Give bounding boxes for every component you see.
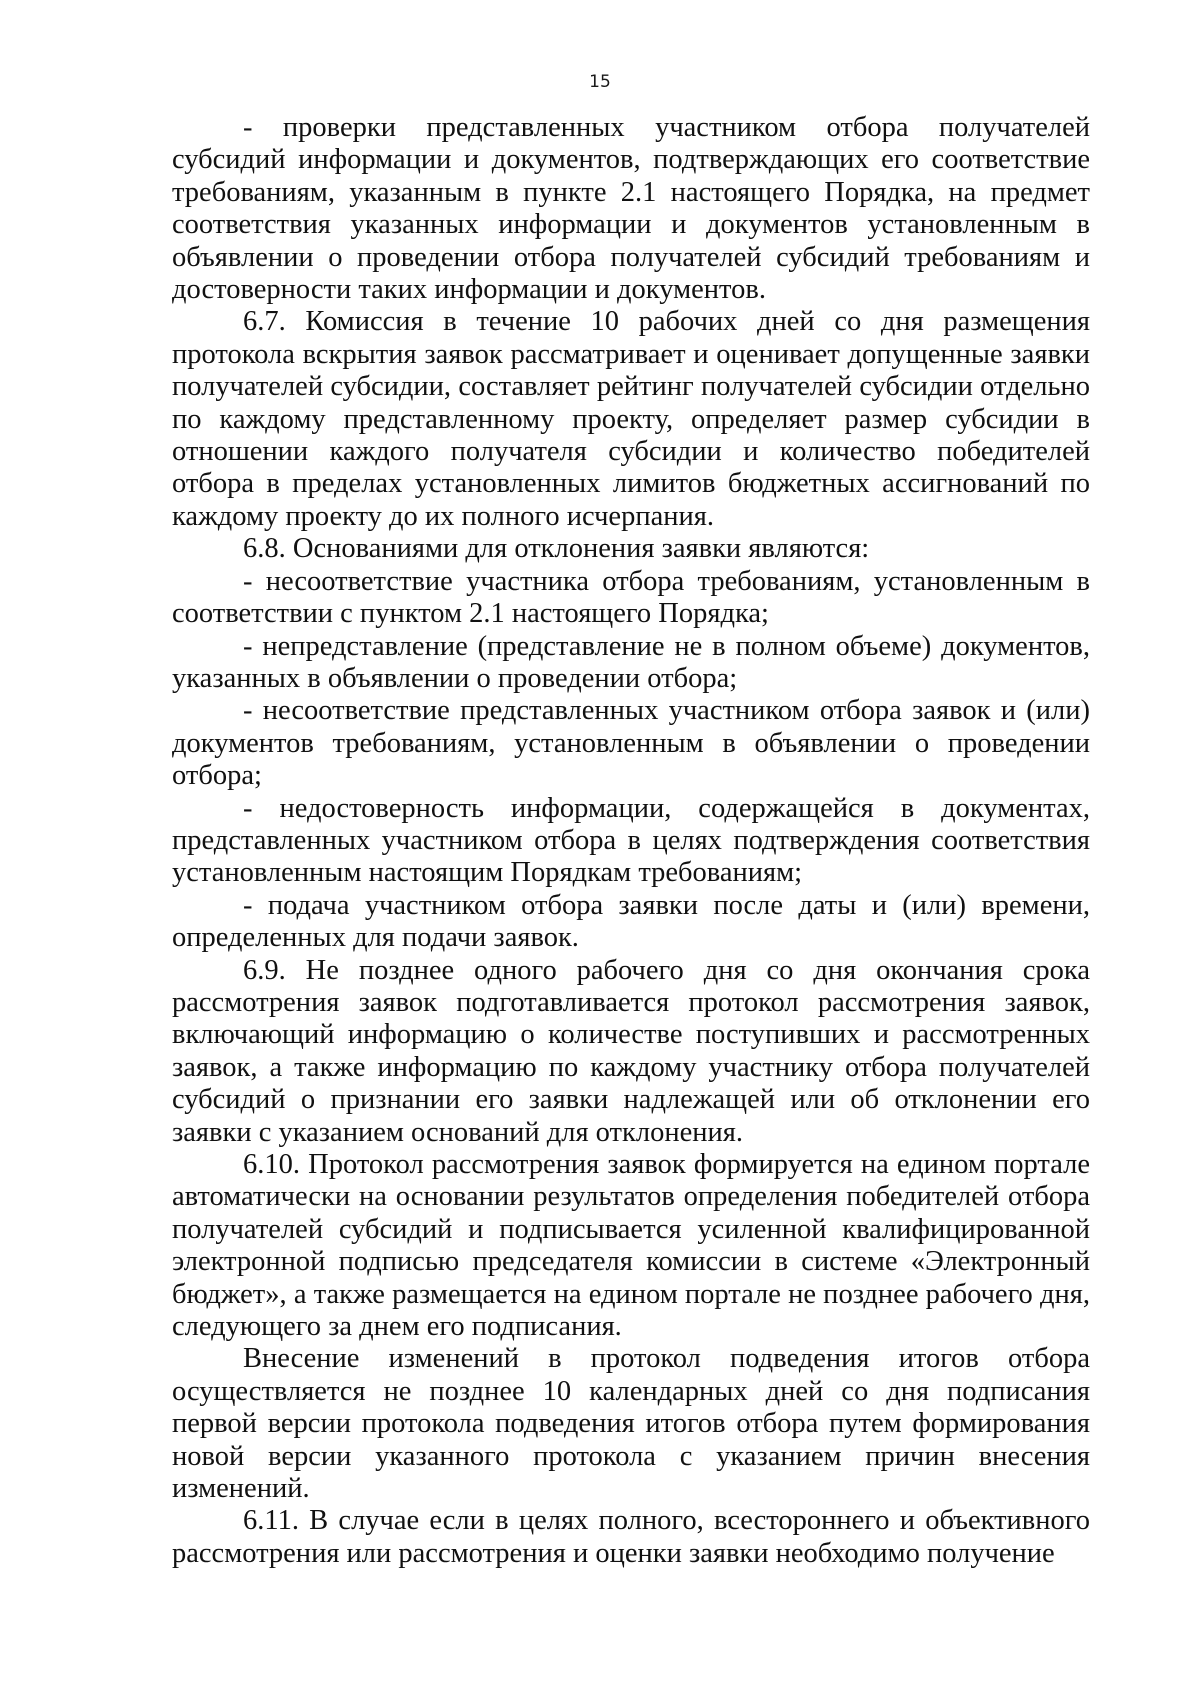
paragraph: 6.11. В случае если в целях полного, всестороннего и объективного рассмотрения или рассмотрения и оценки заявки необходимо получение xyxy=(172,1505,1090,1569)
paragraph: 6.9. Не позднее одного рабочего дня со дня окончания срока рассмотрения заявок подготавливается протокол рассмотрения заявок, включающий информацию о количестве поступивших и рассмотренных заявок, а также информацию по каждому участнику отбора получателей субсидий о признании его заявки надлежащей или об отклонении его заявки с указанием оснований для отклонения. xyxy=(172,954,1090,1148)
paragraph: 6.7. Комиссия в течение 10 рабочих дней со дня размещения протокола вскрытия заявок рассматривает и оценивает допущенные заявки получателей субсидии, составляет рейтинг получателей субсидии отдельно по каждому представленному проекту, определяет размер субсидии в отношении каждого получателя субсидии и количество победителей отбора в пределах установленных лимитов бюджетных ассигнований по каждому проекту до их полного исчерпания. xyxy=(172,306,1090,532)
document-body xyxy=(172,112,1090,1570)
page-number: 15 xyxy=(589,72,611,92)
paragraph: 6.8. Основаниями для отклонения заявки являются: xyxy=(243,533,870,565)
paragraph: - несоответствие представленных участником отбора заявок и (или) документов требованиям, установленным в объявлении о проведении отбора; xyxy=(172,695,1090,792)
paragraph: - непредставление (представление не в полном объеме) документов, указанных в объявлении о проведении отбора; xyxy=(172,630,1090,694)
paragraph: - подача участником отбора заявки после даты и (или) времени, определенных для подачи заявок. xyxy=(172,889,1090,954)
paragraph: Внесение изменений в протокол подведения итогов отбора осуществляется не позднее 10 календарных дней со дня подписания первой версии протокола подведения итогов отбора путем формирования новой версии указанного протокола с указанием причин внесения изменений. xyxy=(172,1343,1090,1505)
paragraph: - проверки представленных участником отбора получателей субсидий информации и документов, подтверждающих его соответствие требованиям, указанным в пункте 2.1 настоящего Порядка, на предмет соответствия указанных информации и документов установленным в объявлении о проведении отбора получателей субсидий требованиям и достоверности таких информации и документов. xyxy=(172,112,1090,306)
paragraph: 6.10. Протокол рассмотрения заявок формируется на едином портале автоматически на основании результатов определения победителей отбора получателей субсидий и подписывается усиленной квалифицированной электронной подписью председателя комиссии в системе «Электронный бюджет», а также размещается на едином портале не позднее рабочего дня, следующего за днем его подписания. xyxy=(172,1149,1090,1343)
paragraph: - несоответствие участника отбора требованиям, установленным в соответствии с пунктом 2.1 настоящего Порядка; xyxy=(172,565,1090,630)
paragraph: - недостоверность информации, содержащейся в документах, представленных участником отбора в целях подтверждения соответствия установленным настоящим Порядкам требованиям; xyxy=(172,792,1090,889)
